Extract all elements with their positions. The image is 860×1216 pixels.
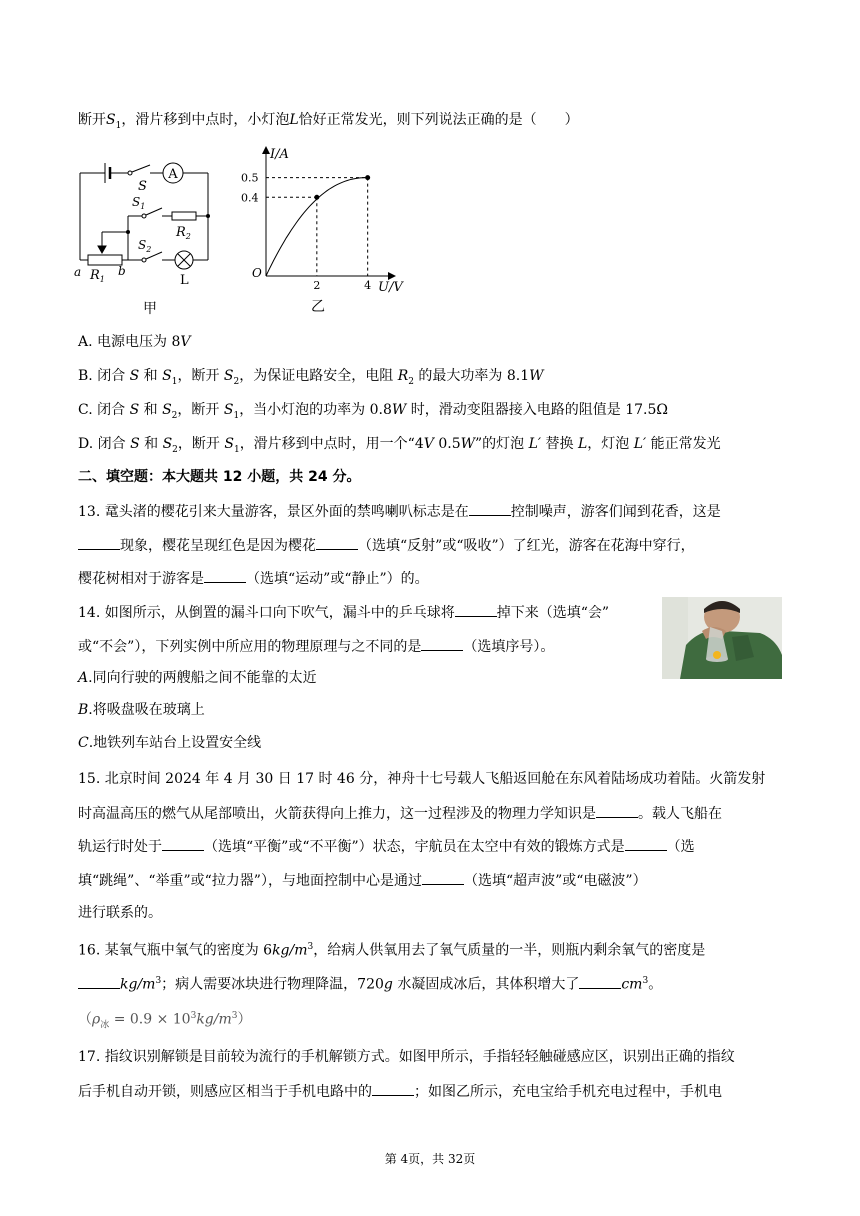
- answer-blank[interactable]: [78, 974, 120, 989]
- q15-line-4: 填“跳绳”、“举重”或“拉力器”），与地面控制中心是通过 （选填“超声波”或“电磁波”）: [78, 870, 647, 891]
- y-tick-label: 0.5: [241, 171, 259, 185]
- switch-s1-label: $S_1$: [132, 195, 146, 211]
- answer-blank[interactable]: [455, 602, 497, 617]
- q15-line-1: 15. 北京时间 2024 年 4 月 30 日 17 时 46 分，神舟十七号载人飞船返回舱在东风着陆场成功着陆。火箭发射: [78, 771, 766, 787]
- answer-blank[interactable]: [204, 568, 246, 583]
- answer-blank[interactable]: [579, 974, 621, 989]
- q15-line-5: 进行联系的。: [78, 905, 162, 921]
- q14-line-1: 14. 如图所示，从倒置的漏斗口向下吹气，漏斗中的乒乓球将 掉下来（选填“会”: [78, 602, 609, 623]
- answer-blank[interactable]: [78, 535, 120, 550]
- q15-line-3: 轨运行时处于 （选填“平衡”或“不平衡”）状态，宇航员在太空中有效的锻炼方式是 （选: [78, 836, 695, 857]
- answer-blank[interactable]: [421, 636, 463, 651]
- q15-line-2: 时高温高压的燃气从尾部喷出，火箭获得向上推力，这一过程涉及的物理力学知识是 。载人飞船在: [78, 803, 722, 824]
- ammeter-label: A: [168, 167, 178, 182]
- y-tick-label: 0.4: [241, 191, 259, 205]
- origin-label: O: [252, 266, 262, 280]
- funnel-blowing-photo: [662, 597, 782, 679]
- q14-option-c: C.地铁列车站台上设置安全线: [78, 735, 262, 751]
- q16-ice-density-formula: $(\rho_冰 = 0.9 \times 10^3kg/m^3)$: [78, 1011, 252, 1031]
- question-stem-tail: 断开$S_1$，滑片移到中点时，小灯泡L恰好正常发光，则下列说法正确的是（ ）: [78, 112, 579, 131]
- rheostat-r1-label: $R_1$: [90, 268, 105, 284]
- switch-s2-label: $S_2$: [138, 238, 152, 254]
- option-b: B. 闭合 S 和 $S_1$，断开 $S_2$，为保证电路安全，电阻 $R_2$ 的最大功率为 8.1W: [78, 368, 544, 387]
- resistor-r2-label: $R_2$: [176, 225, 191, 241]
- answer-blank[interactable]: [422, 870, 464, 885]
- section-heading: 二、填空题：本大题共 12 小题，共 24 分。: [78, 469, 361, 485]
- lamp-l-label: L: [180, 273, 189, 288]
- circuit-diagram: [70, 148, 220, 318]
- q13-line-3: 樱花树相对于游客是 （选填“运动”或“静止”）的。: [78, 568, 429, 589]
- graph-caption: 乙: [311, 299, 325, 315]
- q16-line-1: 16. 某氧气瓶中氧气的密度为 $6kg/m^3$，给病人供氧用去了氧气质量的一半，则瓶内剩余氧气的密度是: [78, 942, 706, 959]
- q14-line-2: 或“不会”），下列实例中所应用的物理原理与之不同的是 （选填序号）。: [78, 636, 554, 657]
- answer-blank[interactable]: [316, 535, 358, 550]
- x-axis-label: U/V: [378, 280, 403, 295]
- data-point: [365, 175, 370, 180]
- terminal-a-label: a: [74, 265, 82, 279]
- y-axis-label: I/A: [270, 147, 289, 162]
- circuit-caption: 甲: [143, 301, 157, 317]
- data-point: [314, 195, 319, 200]
- x-tick-label: 4: [364, 279, 372, 292]
- option-c: C. 闭合 S 和 $S_2$，断开 $S_1$，当小灯泡的功率为 0.8W 时，滑动变阻器接入电路的阻值是 17.5Ω: [78, 402, 668, 421]
- q13-line-2: 现象，樱花呈现红色是因为樱花 （选填“反射”或“吸收”）了红光，游客在花海中穿行，: [78, 535, 695, 556]
- option-d: D. 闭合 S 和 $S_2$，断开 $S_1$，滑片移到中点时，用一个“4V 0.5W”的灯泡 L′ 替换 L，灯泡 L′ 能正常发光: [78, 436, 721, 455]
- q17-line-2: 后手机自动开锁，则感应区相当于手机电路中的 ；如图乙所示，充电宝给手机充电过程中，手机电: [78, 1081, 722, 1102]
- q14-option-a: A.同向行驶的两艘船之间不能靠的太近: [78, 670, 317, 686]
- page-footer: 第 4页，共 32页: [384, 1152, 476, 1166]
- q16-line-2: $kg/m^3$；病人需要冰块进行物理降温，720g 水凝固成冰后，其体积增大了 $cm^3$。: [78, 971, 662, 995]
- answer-blank[interactable]: [162, 836, 204, 851]
- iv-curve: [266, 178, 368, 276]
- q17-line-1: 17. 指纹识别解锁是目前较为流行的手机解锁方式。如图甲所示，手指轻轻触碰感应区，识别出正确的指纹: [78, 1049, 735, 1065]
- iv-graph: [236, 142, 406, 318]
- answer-blank[interactable]: [469, 501, 511, 516]
- answer-blank[interactable]: [596, 803, 638, 818]
- q14-option-b: B.将吸盘吸在玻璃上: [78, 702, 205, 718]
- terminal-b-label: b: [118, 264, 126, 278]
- option-a: A. 电源电压为 8V: [78, 334, 191, 350]
- switch-s-label: S: [138, 179, 147, 194]
- answer-blank[interactable]: [372, 1081, 414, 1096]
- q13-line-1: 13. 鼋头渚的樱花引来大量游客，景区外面的禁鸣喇叭标志是在 控制噪声，游客们闻到花香，这是: [78, 501, 721, 522]
- x-tick-label: 2: [313, 279, 321, 292]
- answer-blank[interactable]: [625, 836, 667, 851]
